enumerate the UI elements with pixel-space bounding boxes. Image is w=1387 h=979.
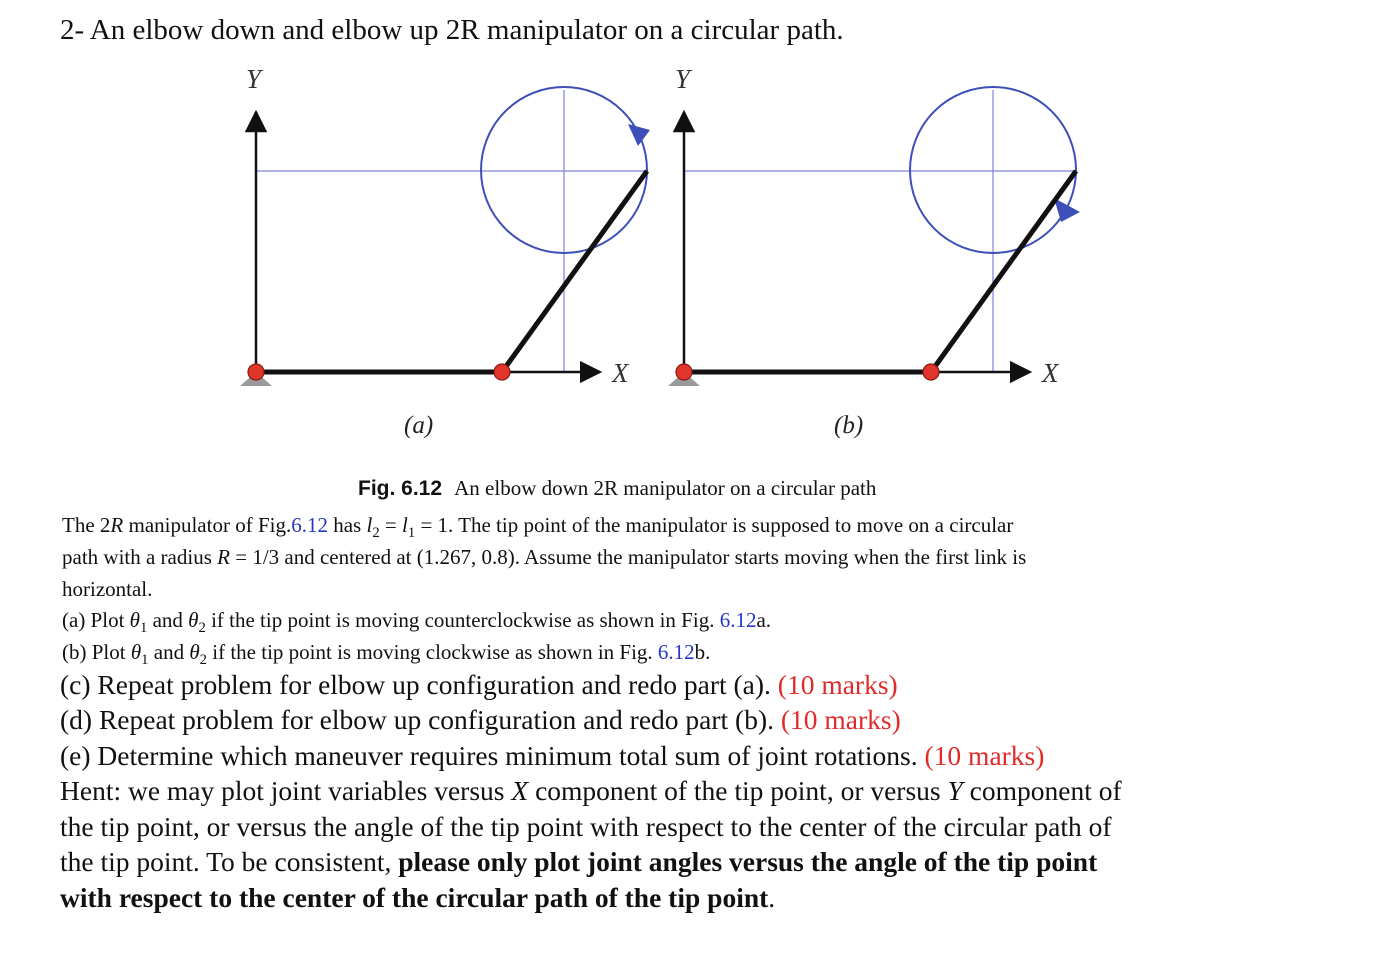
marks-badge: (10 marks)	[924, 740, 1045, 771]
hint-line-3: the tip point. To be consistent, please only plot joint angles versus the angle of the tip point	[60, 846, 1098, 877]
problem-title: 2- An elbow down and elbow up 2R manipulator on a circular path.	[60, 14, 844, 46]
part-b: (b) Plot $\theta_1$ and $\theta_2$ if the tip point is moving clockwise as shown in Fig. 6.12b.	[62, 640, 711, 669]
part-a: (a) Plot $\theta_1$ and $\theta_2$ if the tip point is moving counterclockwise as shown in Fig. 6.12a.	[62, 608, 772, 637]
hint-line-1: Hent: we may plot joint variables versus X component of the tip point, or versus Y component of	[60, 775, 1122, 806]
direction-arrow-cw-icon	[1054, 198, 1080, 222]
part-e: (e) Determine which maneuver requires minimum total sum of joint rotations. (10 marks)	[60, 740, 1045, 771]
problem-line-3: horizontal.	[62, 577, 153, 601]
x-axis-label-a: X	[612, 358, 629, 388]
link-2-b	[931, 171, 1076, 372]
subfigure-label-a: (a)	[404, 412, 434, 439]
marks-badge: (10 marks)	[777, 669, 898, 700]
elbow-joint-b	[923, 364, 939, 380]
figure-caption	[358, 476, 876, 501]
hint-line-4: with respect to the center of the circular path of the tip point.	[60, 882, 776, 913]
part-d: (d) Repeat problem for elbow up configuration and redo part (b). (10 marks)	[60, 704, 901, 735]
panel-a	[240, 87, 650, 386]
part-c: (c) Repeat problem for elbow up configuration and redo part (a). (10 marks)	[60, 669, 898, 700]
x-axis-label-b: X	[1042, 358, 1059, 388]
fig-ref-link[interactable]: 6.12	[657, 640, 695, 664]
problem-line-1: The 2R manipulator of Fig.6.12 has $l_2 = l_1 = 1$. The tip point of the manipulator is supposed to move on a circular	[62, 513, 1014, 542]
base-joint-a	[248, 364, 264, 380]
manipulator-figure	[0, 0, 1387, 470]
fig-ref-link[interactable]: 6.12	[291, 513, 328, 537]
caption-label: Fig. 6.12	[358, 477, 443, 500]
base-joint-b	[676, 364, 692, 380]
hint-line-2: the tip point, or versus the angle of the tip point with respect to the center of the circular path of	[60, 811, 1112, 842]
caption-text: An elbow down 2R manipulator on a circular path	[454, 476, 877, 500]
elbow-joint-a	[494, 364, 510, 380]
direction-arrow-ccw-icon	[628, 124, 650, 146]
fig-ref-link[interactable]: 6.12	[719, 608, 757, 632]
marks-badge: (10 marks)	[780, 704, 901, 735]
panel-b	[668, 87, 1080, 386]
link-2-a	[502, 171, 647, 372]
subfigure-label-b: (b)	[834, 412, 864, 439]
y-axis-label-a: Y	[246, 64, 262, 94]
problem-line-2: path with a radius R = 1/3 and centered at (1.267, 0.8). Assume the manipulator starts moving when the first link is	[62, 545, 1027, 569]
y-axis-label-b: Y	[675, 64, 691, 94]
